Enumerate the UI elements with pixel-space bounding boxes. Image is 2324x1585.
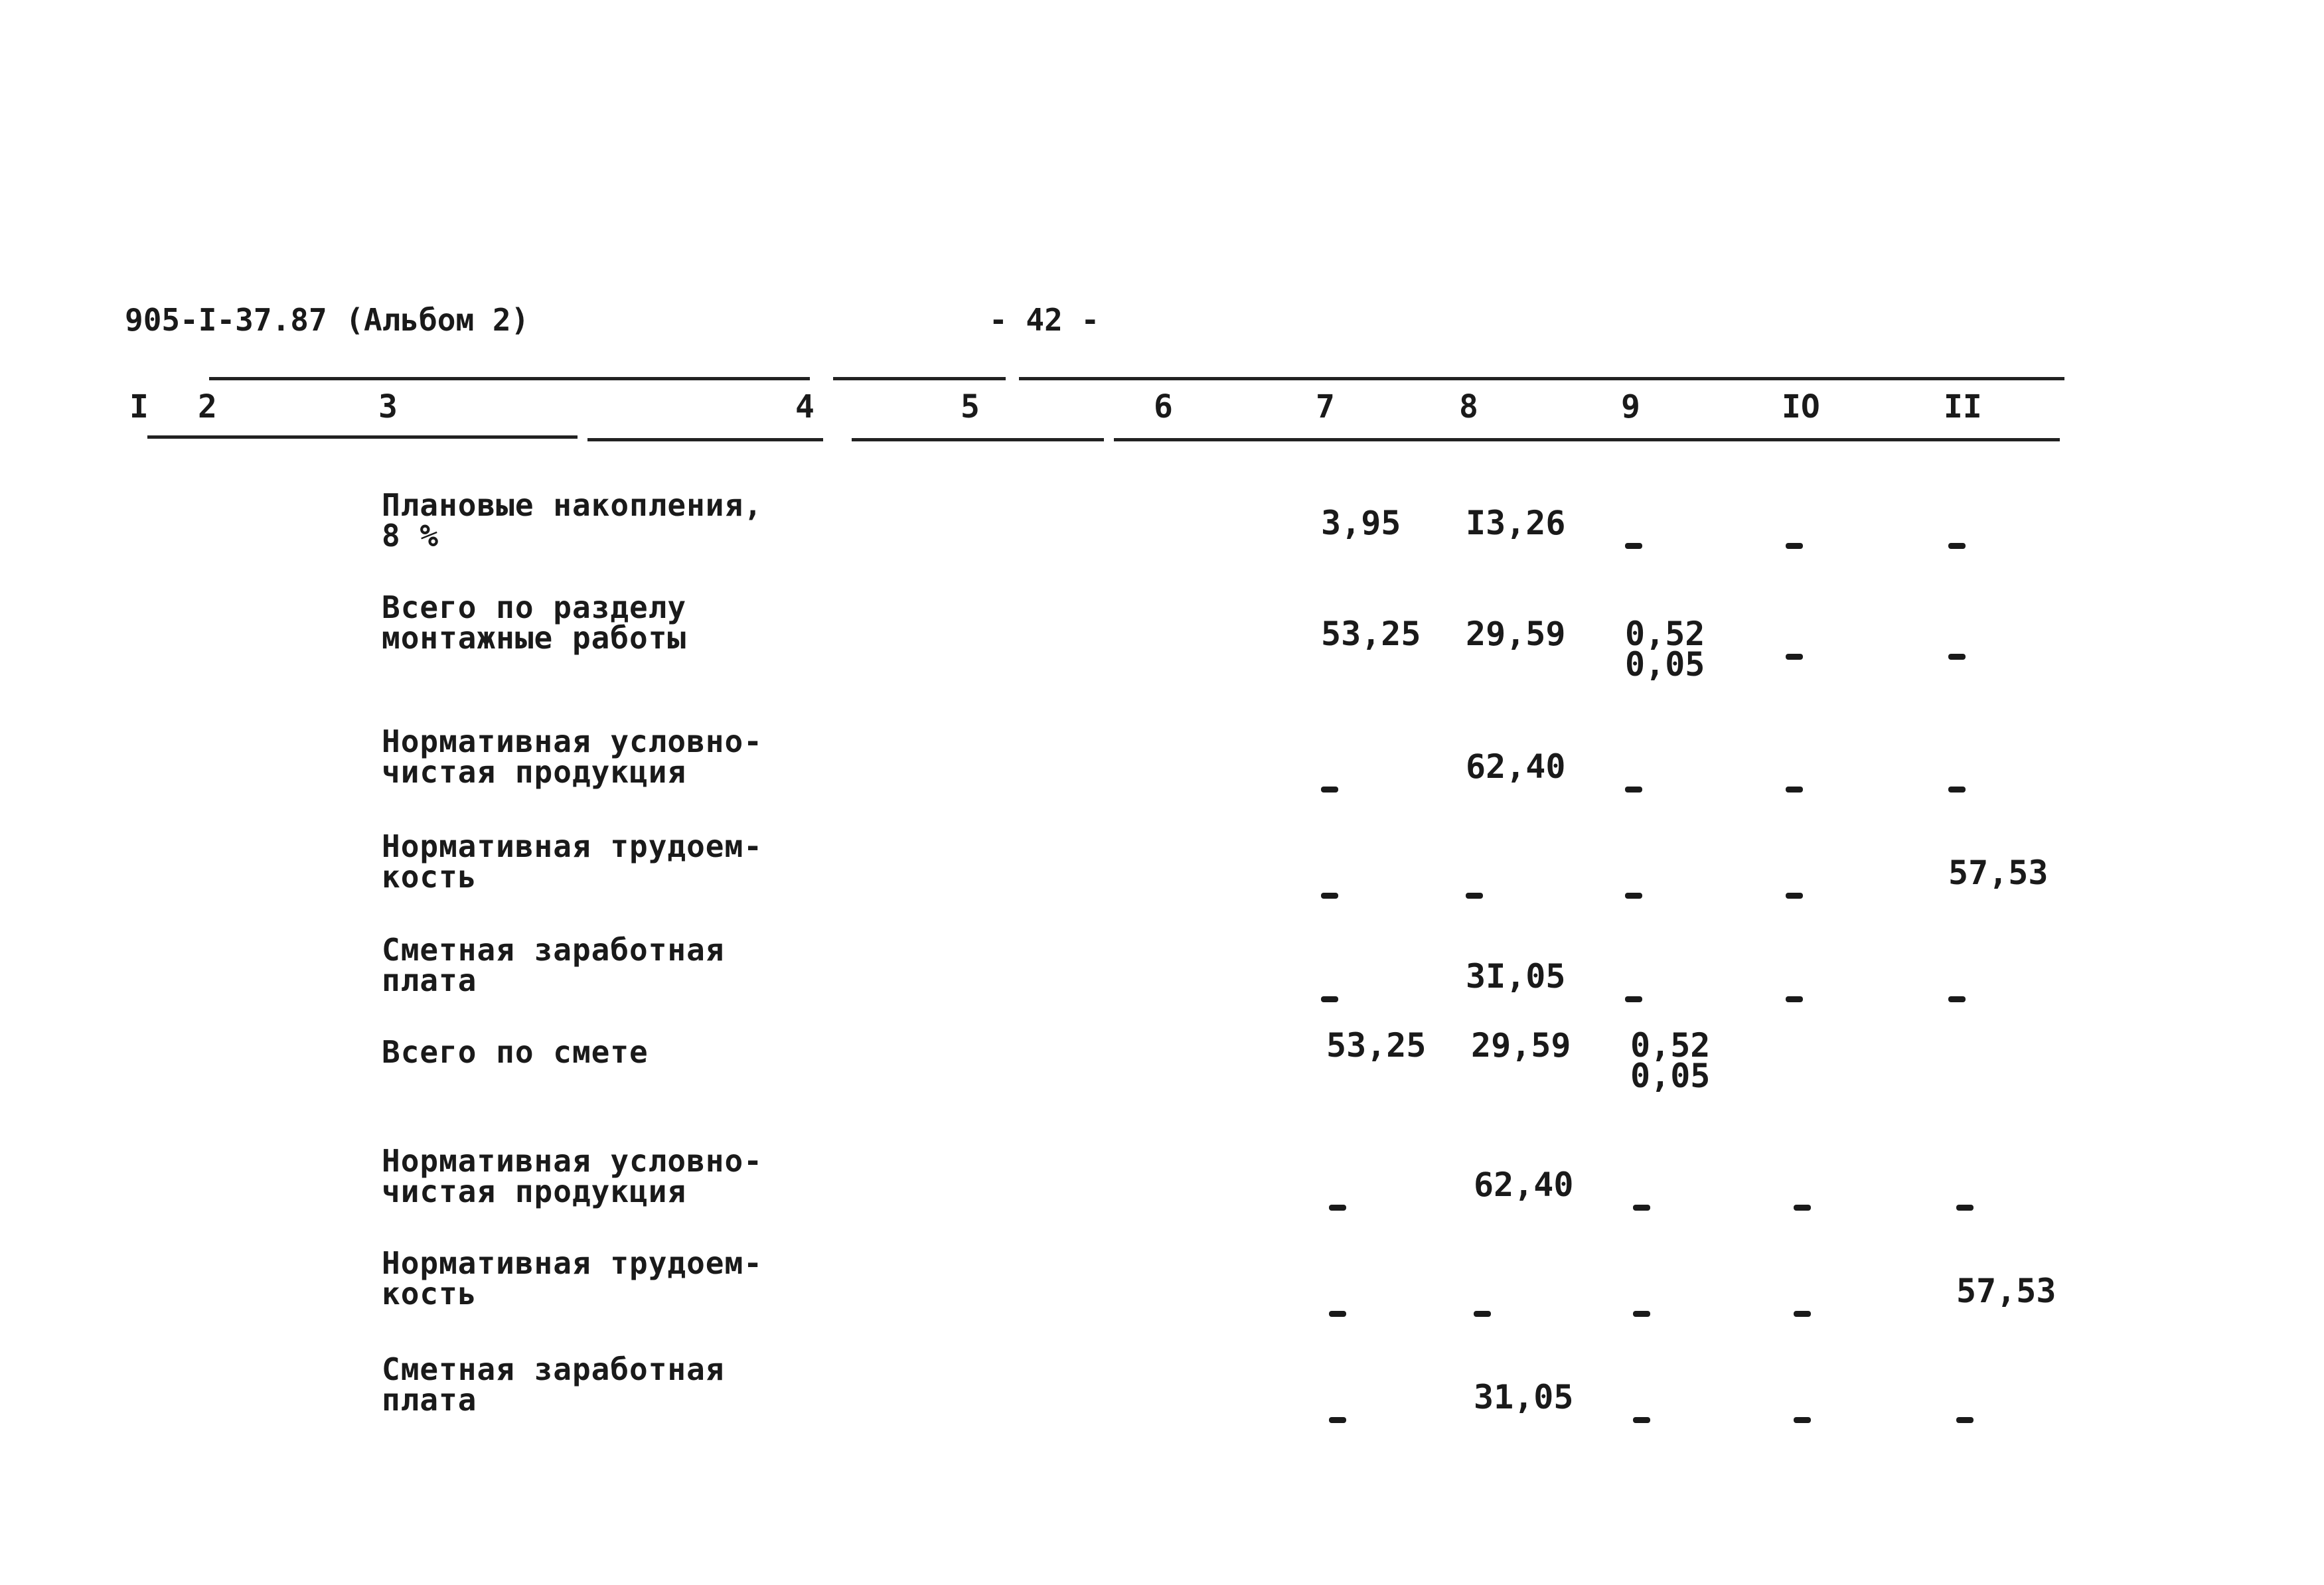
- column-number: 2: [198, 388, 217, 425]
- column-number: 3: [378, 388, 398, 425]
- row-label-line: Сметная заработная: [382, 932, 725, 968]
- cell-c7: [1321, 766, 1338, 796]
- cell-value: 3I,05: [1466, 957, 1566, 996]
- cell-c11: [1948, 976, 1966, 1006]
- cell-value: 0,52: [1630, 1026, 1711, 1065]
- row-label-line: Плановые накопления,: [382, 487, 763, 523]
- dash-mark: [1794, 1311, 1811, 1317]
- cell-c8: [1466, 615, 1566, 653]
- cell-c8: [1466, 872, 1483, 903]
- cell-c7: [1321, 976, 1338, 1006]
- cell-c10: [1786, 522, 1803, 553]
- dash-mark: [1956, 1417, 1974, 1423]
- column-number: 7: [1316, 388, 1335, 425]
- row-label-line: кость: [382, 1276, 477, 1312]
- cell-c8: [1466, 957, 1566, 996]
- row-label-line: чистая продукция: [382, 754, 687, 790]
- row-label: [382, 828, 860, 895]
- cell-value-second: 0,05: [1630, 1057, 1711, 1095]
- cell-value: 0,52: [1625, 615, 1705, 653]
- cell-c7: [1329, 1290, 1346, 1321]
- cell-c9: [1633, 1290, 1650, 1321]
- cell-value: 3,95: [1321, 504, 1401, 542]
- dash-mark: [1786, 654, 1803, 660]
- dash-mark: [1794, 1417, 1811, 1423]
- table-header-rule: [1114, 438, 2060, 441]
- dash-mark: [1948, 787, 1966, 793]
- table-top-rule: [209, 377, 810, 380]
- cell-value-second: 0,05: [1625, 645, 1705, 684]
- dash-mark: [1786, 996, 1803, 1002]
- dash-mark: [1786, 787, 1803, 793]
- dash-mark: [1625, 996, 1642, 1002]
- dash-mark: [1948, 654, 1966, 660]
- table-header-rule: [587, 438, 823, 441]
- row-label-line: 8 %: [382, 518, 439, 554]
- row-label-line: Всего по смете: [382, 1034, 649, 1070]
- dash-mark: [1474, 1311, 1491, 1317]
- cell-c9: [1633, 1396, 1650, 1427]
- cell-c7: [1329, 1184, 1346, 1215]
- cell-c7: [1329, 1396, 1346, 1427]
- cell-c8: [1466, 747, 1566, 786]
- cell-value: I3,26: [1466, 504, 1566, 542]
- dash-mark: [1625, 543, 1642, 549]
- cell-c9: [1625, 522, 1642, 553]
- dash-mark: [1625, 787, 1642, 793]
- cell-c11: [1948, 854, 2049, 892]
- dash-mark: [1321, 893, 1338, 899]
- row-label: [382, 1351, 860, 1418]
- cell-c10: [1786, 976, 1803, 1006]
- row-label: [382, 1143, 860, 1209]
- row-label-line: Нормативная условно-: [382, 1143, 763, 1179]
- cell-c8: [1466, 504, 1566, 542]
- dash-mark: [1948, 543, 1966, 549]
- cell-value: 57,53: [1948, 854, 2049, 892]
- column-number: 6: [1154, 388, 1173, 425]
- row-label: [382, 723, 860, 790]
- column-number: 5: [961, 388, 980, 425]
- row-label-line: Сметная заработная: [382, 1351, 725, 1387]
- table-header-rule: [147, 435, 578, 439]
- row-label-line: плата: [382, 962, 477, 998]
- cell-c7: [1326, 1026, 1427, 1065]
- dash-mark: [1956, 1205, 1974, 1211]
- dash-mark: [1786, 543, 1803, 549]
- cell-value: 57,53: [1956, 1272, 2056, 1310]
- dash-mark: [1633, 1205, 1650, 1211]
- cell-c11: [1948, 522, 1966, 553]
- cell-c11: [1956, 1184, 1974, 1215]
- cell-c11: [1948, 766, 1966, 796]
- row-label-line: Нормативная условно-: [382, 723, 763, 759]
- cell-value: 31,05: [1474, 1378, 1574, 1416]
- row-label: [382, 1245, 860, 1312]
- cell-c9: [1625, 615, 1705, 684]
- dash-mark: [1948, 996, 1966, 1002]
- row-label-line: Нормативная трудоем-: [382, 828, 763, 864]
- dash-mark: [1329, 1205, 1346, 1211]
- cell-c9: [1625, 872, 1642, 903]
- row-label: [382, 932, 860, 998]
- row-label-line: монтажные работы: [382, 620, 687, 656]
- cell-c10: [1786, 872, 1803, 903]
- row-label: [382, 487, 860, 554]
- dash-mark: [1625, 893, 1642, 899]
- dash-mark: [1786, 893, 1803, 899]
- cell-c11: [1956, 1272, 2056, 1310]
- cell-value: 53,25: [1326, 1026, 1427, 1065]
- cell-c8: [1474, 1166, 1574, 1204]
- row-label-line: кость: [382, 859, 477, 895]
- dash-mark: [1321, 787, 1338, 793]
- cell-c10: [1794, 1184, 1811, 1215]
- cell-c8: [1474, 1378, 1574, 1416]
- row-label: [382, 589, 860, 656]
- table-top-rule: [833, 377, 1006, 380]
- table-header-rule: [852, 438, 1104, 441]
- cell-c9: [1625, 766, 1642, 796]
- cell-c10: [1794, 1396, 1811, 1427]
- column-number: 4: [795, 388, 814, 425]
- cell-c7: [1321, 504, 1401, 542]
- column-number: I: [129, 388, 149, 425]
- document-code: 905-I-37.87 (Альбом 2): [125, 302, 530, 338]
- cell-c9: [1630, 1026, 1711, 1095]
- cell-value: 29,59: [1471, 1026, 1571, 1065]
- row-label-line: Нормативная трудоем-: [382, 1245, 763, 1281]
- dash-mark: [1633, 1417, 1650, 1423]
- row-label: [382, 1034, 860, 1070]
- dash-mark: [1329, 1417, 1346, 1423]
- cell-c9: [1633, 1184, 1650, 1215]
- dash-mark: [1321, 996, 1338, 1002]
- dash-mark: [1466, 893, 1483, 899]
- column-number: II: [1944, 388, 1982, 425]
- cell-c7: [1321, 615, 1421, 653]
- cell-c8: [1471, 1026, 1571, 1065]
- column-number: IO: [1782, 388, 1820, 425]
- cell-c8: [1474, 1290, 1491, 1321]
- row-label-line: чистая продукция: [382, 1173, 687, 1209]
- dash-mark: [1633, 1311, 1650, 1317]
- dash-mark: [1329, 1311, 1346, 1317]
- cell-c11: [1956, 1396, 1974, 1427]
- cell-c11: [1948, 633, 1966, 664]
- cell-c10: [1786, 633, 1803, 664]
- cell-value: 29,59: [1466, 615, 1566, 653]
- page-number: - 42 -: [989, 302, 1100, 338]
- row-label-line: плата: [382, 1382, 477, 1418]
- cell-c10: [1786, 766, 1803, 796]
- cell-value: 62,40: [1466, 747, 1566, 786]
- cell-value: 62,40: [1474, 1166, 1574, 1204]
- column-number: 9: [1621, 388, 1640, 425]
- column-number: 8: [1459, 388, 1478, 425]
- cell-c10: [1794, 1290, 1811, 1321]
- cell-c9: [1625, 976, 1642, 1006]
- table-top-rule: [1019, 377, 2064, 380]
- cell-c7: [1321, 872, 1338, 903]
- cell-value: 53,25: [1321, 615, 1421, 653]
- dash-mark: [1794, 1205, 1811, 1211]
- row-label-line: Всего по разделу: [382, 589, 687, 625]
